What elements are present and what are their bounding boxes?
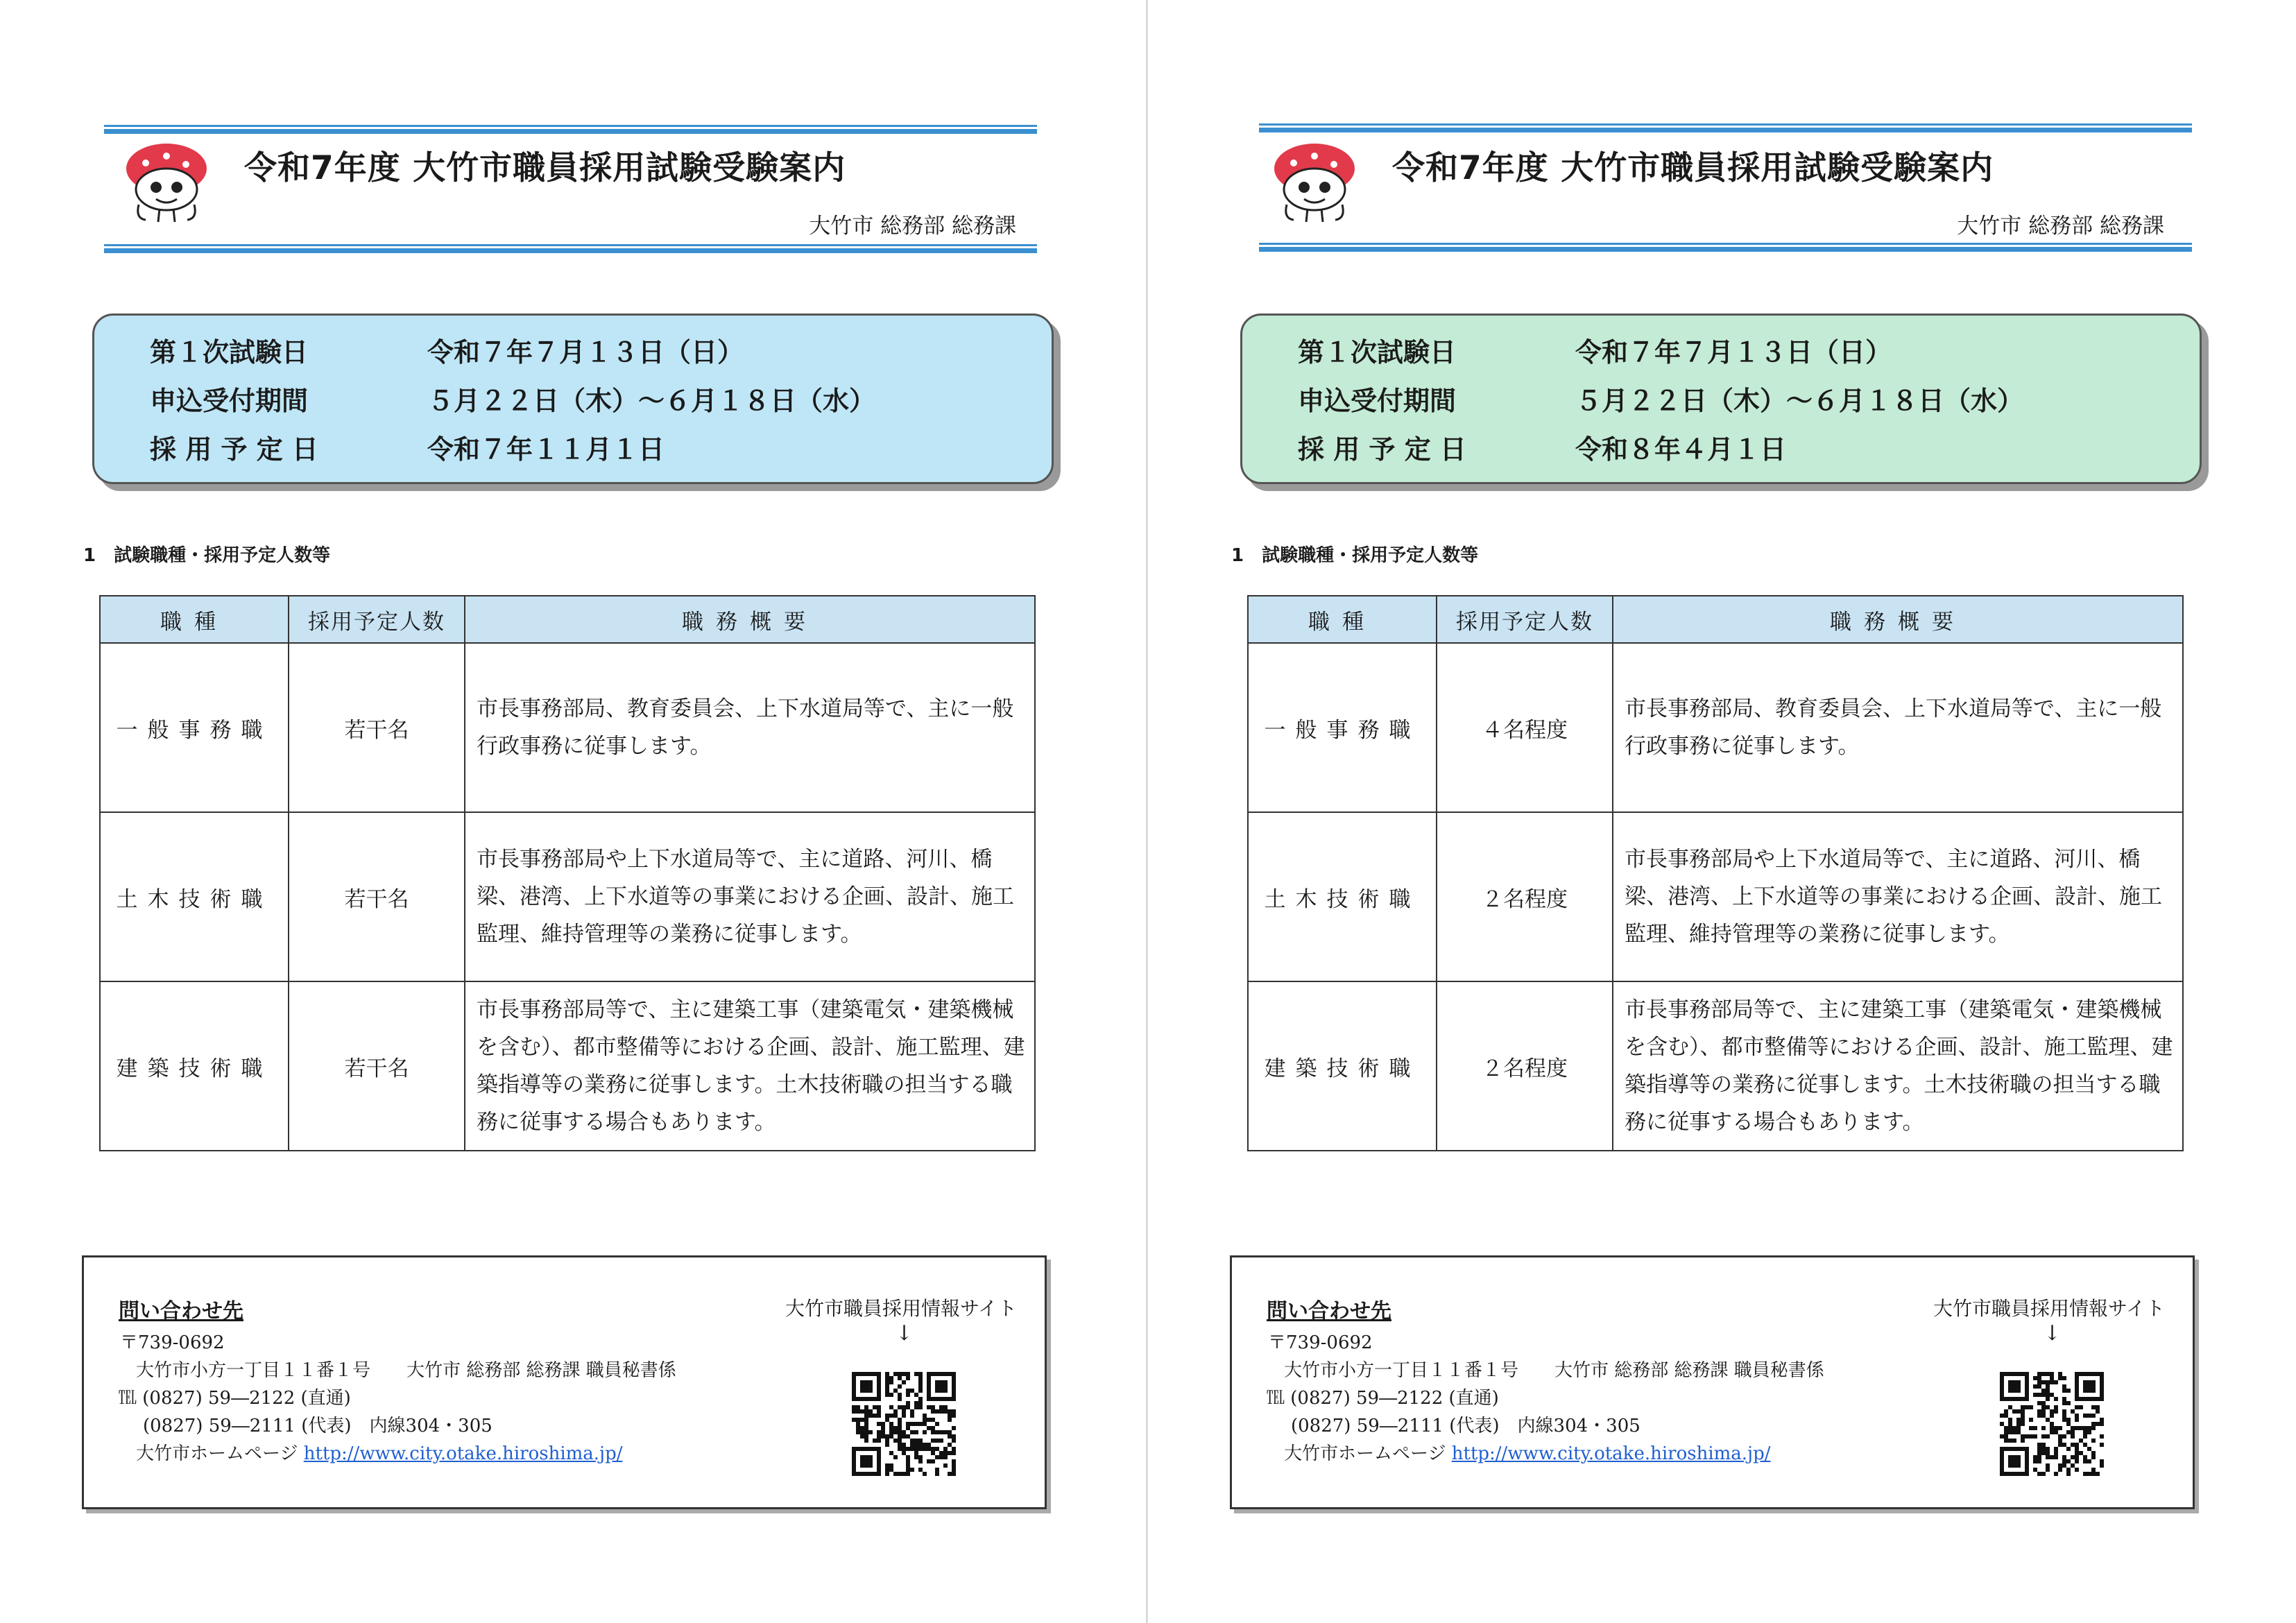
hire-date-label: 採 用 予 定 日 — [1298, 434, 1466, 465]
exam-date-label: 第１次試験日 — [150, 337, 309, 368]
schedule-box — [1240, 314, 2202, 484]
header-job-type: 職種 — [1248, 596, 1437, 643]
application-period-row — [150, 379, 875, 418]
contact-box — [82, 1255, 1047, 1509]
qr-code-icon[interactable] — [852, 1372, 956, 1476]
table-row — [1248, 981, 2183, 1151]
header-rule-bottom-thin — [1259, 243, 2192, 245]
job-name: 建築技術職 — [100, 981, 289, 1151]
job-description: 市長事務部局等で、主に建築工事（建築電気・建築機械を含む）、都市整備等における企画、設計、施工監理、建築指導等の業務に従事します。土木技術職の担当する職務に従事する場合もあります。 — [1613, 981, 2183, 1151]
exam-date-value: 令和７年７月１３日（日） — [1575, 337, 1892, 368]
header-planned-count: 採用予定人数 — [289, 596, 465, 643]
page-title: 令和7年度 大竹市職員採用試験受験案内 — [1392, 149, 1994, 187]
mascot-logo-icon — [1266, 135, 1363, 225]
schedule-box — [92, 314, 1054, 484]
hire-date-row — [1298, 428, 1786, 466]
job-name: 一般事務職 — [1248, 643, 1437, 812]
application-period-value: ５月２２日（木）～６月１８日（水） — [427, 386, 876, 416]
exam-date-row — [1298, 331, 1892, 369]
contact-box — [1230, 1255, 2195, 1509]
down-arrow-icon: ↓ — [895, 1321, 913, 1346]
homepage-label: 大竹市ホームページ — [136, 1443, 298, 1464]
hire-date-row — [150, 428, 665, 466]
job-count: 若干名 — [289, 812, 465, 981]
contact-heading: 問い合わせ先 — [119, 1299, 243, 1323]
header-rule-top-thin — [104, 125, 1037, 127]
recruit-site-label: 大竹市職員採用情報サイト — [785, 1297, 1017, 1320]
homepage-label: 大竹市ホームページ — [1284, 1443, 1446, 1464]
header-rule-top-thin — [1259, 123, 2192, 126]
page-title: 令和7年度 大竹市職員採用試験受験案内 — [244, 149, 846, 187]
exam-date-label: 第１次試験日 — [1298, 337, 1457, 368]
job-name: 一般事務職 — [100, 643, 289, 812]
application-period-label: 申込受付期間 — [150, 386, 309, 416]
contact-heading: 問い合わせ先 — [1267, 1299, 1391, 1323]
header-job-summary: 職務概要 — [465, 596, 1035, 643]
department-label: 大竹市 総務部 総務課 — [1957, 214, 2164, 239]
exam-date-value: 令和７年７月１３日（日） — [427, 337, 744, 368]
job-description: 市長事務部局、教育委員会、上下水道局等で、主に一般行政事務に従事します。 — [465, 643, 1035, 812]
hire-date-value: 令和８年４月１日 — [1575, 434, 1787, 465]
contact-tel-main: (0827) 59―2111 (代表) 内線304・305 — [1291, 1416, 1640, 1436]
contact-tel-direct: ℡ (0827) 59―2122 (直通) — [1267, 1388, 1499, 1409]
table-row — [1248, 643, 2183, 812]
section-title: 1 試験職種・採用予定人数等 — [83, 545, 331, 566]
contact-tel-main: (0827) 59―2111 (代表) 内線304・305 — [143, 1416, 492, 1436]
qr-code-icon[interactable] — [2000, 1372, 2104, 1476]
contact-address: 大竹市小方一丁目１１番１号 大竹市 総務部 総務課 職員秘書係 — [136, 1360, 676, 1381]
homepage-link[interactable]: http://www.city.otake.hiroshima.jp/ — [1451, 1443, 1771, 1464]
department-label: 大竹市 総務部 総務課 — [809, 214, 1016, 239]
section-title: 1 試験職種・採用予定人数等 — [1231, 545, 1479, 566]
exam-date-row — [150, 331, 744, 369]
job-name: 土木技術職 — [100, 812, 289, 981]
homepage-link[interactable]: http://www.city.otake.hiroshima.jp/ — [303, 1443, 623, 1464]
job-description: 市長事務部局や上下水道局等で、主に道路、河川、橋梁、港湾、上下水道等の事業における企画、設計、施工監理、維持管理等の業務に従事します。 — [1613, 812, 2183, 981]
header-rule-bottom-thin — [104, 244, 1037, 246]
page-right — [1148, 0, 2296, 1623]
job-table — [1247, 595, 2184, 1151]
contact-homepage-line — [136, 1439, 623, 1465]
application-period-row — [1298, 379, 2023, 418]
job-count: ４名程度 — [1437, 643, 1613, 812]
job-count: ２名程度 — [1437, 812, 1613, 981]
job-count: 若干名 — [289, 643, 465, 812]
contact-postal: 〒739-0692 — [120, 1332, 225, 1353]
job-table — [99, 595, 1036, 1151]
job-count: 若干名 — [289, 981, 465, 1151]
table-row — [1248, 812, 2183, 981]
header-rule-top-thick — [104, 129, 1037, 134]
job-count: ２名程度 — [1437, 981, 1613, 1151]
table-header-row — [100, 596, 1035, 643]
header-rule-top-thick — [1259, 128, 2192, 132]
job-name: 建築技術職 — [1248, 981, 1437, 1151]
header-job-type: 職種 — [100, 596, 289, 643]
table-row — [100, 812, 1035, 981]
contact-homepage-line — [1284, 1439, 1771, 1465]
recruit-site-label: 大竹市職員採用情報サイト — [1933, 1297, 2165, 1320]
job-name: 土木技術職 — [1248, 812, 1437, 981]
contact-postal: 〒739-0692 — [1268, 1332, 1373, 1353]
application-period-value: ５月２２日（木）～６月１８日（水） — [1575, 386, 2024, 416]
job-description: 市長事務部局、教育委員会、上下水道局等で、主に一般行政事務に従事します。 — [1613, 643, 2183, 812]
header-planned-count: 採用予定人数 — [1437, 596, 1613, 643]
table-header-row — [1248, 596, 2183, 643]
header-rule-bottom-thick — [1259, 247, 2192, 252]
table-row — [100, 981, 1035, 1151]
job-description: 市長事務部局や上下水道局等で、主に道路、河川、橋梁、港湾、上下水道等の事業における企画、設計、施工監理、維持管理等の業務に従事します。 — [465, 812, 1035, 981]
contact-tel-direct: ℡ (0827) 59―2122 (直通) — [119, 1388, 351, 1409]
header-rule-bottom-thick — [104, 248, 1037, 253]
job-description: 市長事務部局等で、主に建築工事（建築電気・建築機械を含む）、都市整備等における企画、設計、施工監理、建築指導等の業務に従事します。土木技術職の担当する職務に従事する場合もあります。 — [465, 981, 1035, 1151]
application-period-label: 申込受付期間 — [1298, 386, 1457, 416]
table-row — [100, 643, 1035, 812]
down-arrow-icon: ↓ — [2043, 1321, 2061, 1346]
hire-date-value: 令和７年１１月１日 — [427, 434, 665, 465]
contact-address: 大竹市小方一丁目１１番１号 大竹市 総務部 総務課 職員秘書係 — [1284, 1360, 1824, 1381]
hire-date-label: 採 用 予 定 日 — [150, 434, 318, 465]
mascot-logo-icon — [118, 135, 215, 225]
header-job-summary: 職務概要 — [1613, 596, 2183, 643]
